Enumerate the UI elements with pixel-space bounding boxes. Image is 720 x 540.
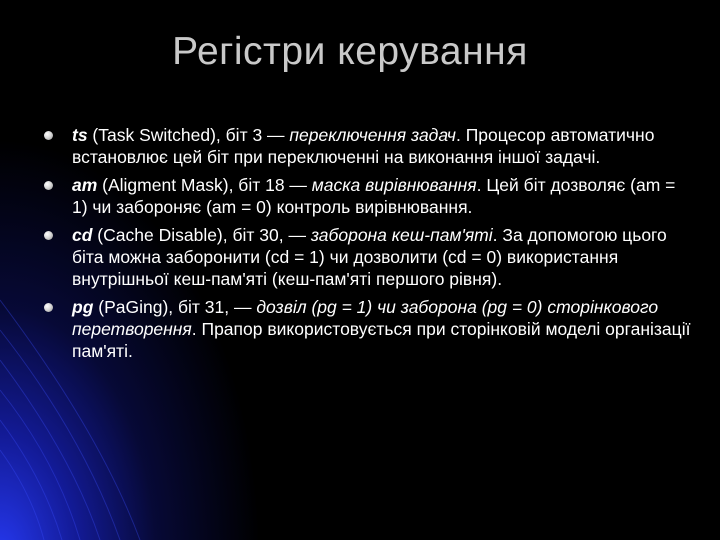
bullet-icon [44, 181, 53, 190]
bit-purpose: переключення задач [289, 125, 456, 145]
bit-description: (Task Switched), біт 3 — [87, 125, 290, 145]
register-bit-name: ts [72, 125, 88, 145]
register-bit-name: pg [72, 297, 94, 317]
bit-purpose: заборона кеш-пам'яті [310, 225, 493, 245]
bit-details: . За допомогою цього біта можна заборонити (cd = 1) чи дозволити (cd = 0) використання внутрішньої кеш-пам'яті (кеш-пам'яті першого рівня). [72, 225, 667, 289]
list-item [44, 124, 694, 168]
bit-description: (Aligment Mask), біт 18 — [97, 175, 312, 195]
bullet-icon [44, 303, 53, 312]
slide-title: Регістри керування [172, 30, 528, 73]
bit-details: . Процесор автоматично встановлює цей біт при переключенні на виконання іншої задачі. [72, 125, 655, 167]
bullet-list [44, 124, 694, 368]
bit-description: (PaGing), біт 31, — [93, 297, 257, 317]
register-bit-name: am [72, 175, 98, 195]
bit-purpose: маска вирівнювання [311, 175, 477, 195]
list-item [44, 174, 694, 218]
bit-purpose: дозвіл (pg = 1) чи заборона (pg = 0) сторінкового перетворення [72, 297, 659, 339]
register-bit-name: cd [72, 225, 93, 245]
bit-details: . Прапор використовується при сторінковій моделі організації пам'яті. [72, 319, 691, 361]
list-item [44, 224, 694, 290]
bit-details: . Цей біт дозволяє (am = 1) чи забороняє (am = 0) контроль вирівнювання. [72, 175, 676, 217]
bullet-icon [44, 131, 53, 140]
list-item [44, 296, 694, 362]
bullet-icon [44, 231, 53, 240]
bit-description: (Cache Disable), біт 30, — [92, 225, 311, 245]
